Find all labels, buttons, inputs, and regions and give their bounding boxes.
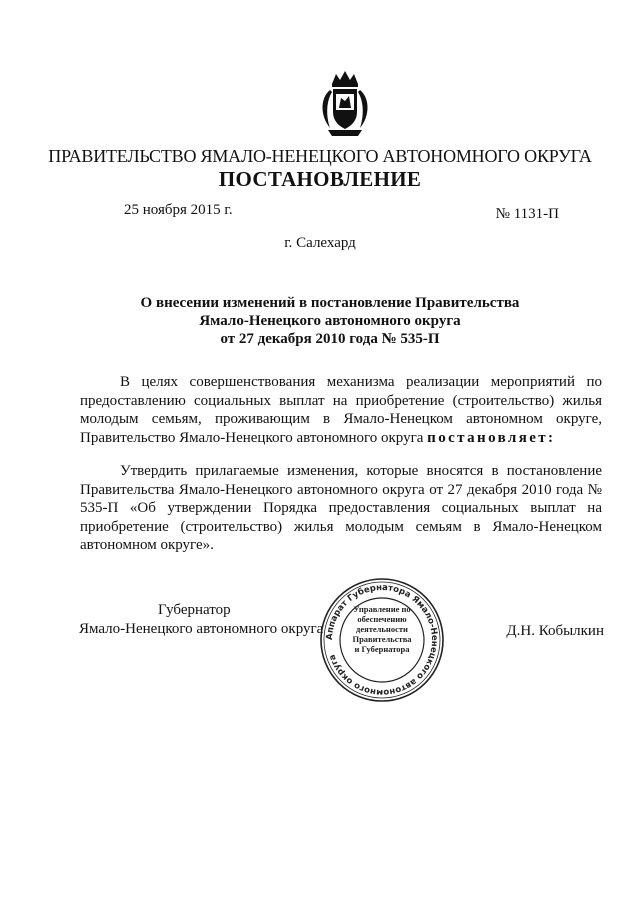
subject-line: от 27 декабря 2010 года № 535-П	[220, 331, 440, 347]
document-number: № 1131-П	[495, 206, 559, 222]
signatory-name: Д.Н. Кобылкин	[506, 623, 604, 639]
organization-title: ПРАВИТЕЛЬСТВО ЯМАЛО-НЕНЕЦКОГО АВТОНОМНОГО ОКРУГА	[48, 146, 592, 166]
subject-line: Ямало-Ненецкого автономного округа	[199, 313, 461, 329]
resolution-keyword: постановляет:	[427, 429, 556, 446]
document-date: 25 ноября 2015 г.	[124, 202, 233, 218]
seal-line: Правительства	[352, 634, 412, 644]
seal-line: обеспечению	[357, 614, 407, 624]
paragraph-text: В целях совершенствования механизма реализации мероприятий по предоставлению социальных выплат на приобретение (строительство) жилья молодым семьям, проживающим в Ямало-Ненецком автономном округе, Правительство Ямало-Ненецкого автономного округа	[80, 374, 602, 446]
seal-line: Управление по	[353, 604, 411, 614]
body-paragraph	[80, 373, 602, 447]
seal-ring-text: Аппарат Губернатора Ямало-Ненецкого автономного округа	[324, 582, 440, 698]
document-subject	[120, 294, 540, 348]
signatory-title: Губернатор	[158, 602, 231, 618]
body-paragraph: Утвердить прилагаемые изменения, которые вносятся в постановление Правительства Ямало-Ненецкого автономного округа от 27 декабря 2010 года № 535-П «Об утверждении Порядка предоставления социальных выплат на приобретение (строительство) жилья молодым семьям в Ямало-Ненецком автономном округе».	[80, 463, 602, 553]
signatory-title: Ямало-Ненецкого автономного округа	[79, 621, 324, 637]
seal-inner-text	[340, 604, 424, 654]
subject-line: О внесении изменений в постановление Правительства	[140, 295, 520, 311]
coat-of-arms-icon	[318, 68, 372, 140]
city: г. Салехард	[284, 235, 356, 251]
document-type: ПОСТАНОВЛЕНИЕ	[218, 167, 422, 191]
seal-line: и Губернатора	[354, 644, 410, 654]
seal-line: деятельности	[356, 624, 408, 634]
